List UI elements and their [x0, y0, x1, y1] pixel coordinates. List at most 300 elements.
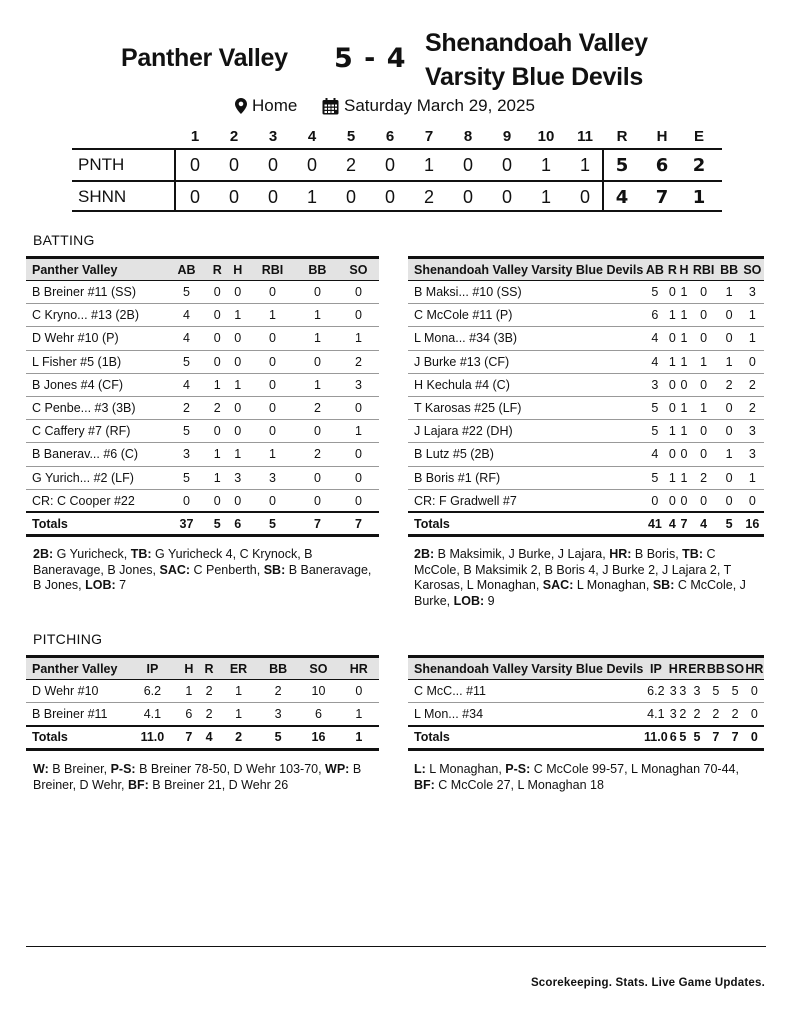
stat-cell: 0	[338, 281, 379, 304]
stat-column-header: H	[228, 258, 249, 281]
inning-runs: 0	[306, 155, 317, 175]
stat-cell: 0	[741, 350, 764, 373]
stat-cell: 6.2	[643, 680, 668, 703]
table-row	[408, 466, 764, 489]
stat-cell: 5	[643, 281, 666, 304]
stat-cell: 2	[688, 703, 707, 726]
player-name: C Caffery #7 (RF)	[26, 420, 166, 443]
total-cell: 5	[678, 726, 688, 749]
stat-cell: 0	[667, 443, 679, 466]
column-divider	[174, 182, 176, 212]
stat-cell: 0	[297, 350, 338, 373]
stat-cell: 2	[725, 703, 744, 726]
total-cell: 11.0	[643, 726, 668, 749]
table-row	[26, 304, 379, 327]
stat-cell: 6	[643, 304, 666, 327]
stat-column-header: HR	[339, 657, 379, 680]
stat-cell: 1	[717, 281, 740, 304]
stat-cell: 3	[668, 680, 678, 703]
stat-cell: 4.1	[643, 703, 668, 726]
stat-cell: 0	[228, 420, 249, 443]
total-cell: 7	[179, 726, 199, 749]
player-name: L Mona... #34 (3B)	[408, 327, 643, 350]
away-pitching-notes	[33, 762, 378, 793]
note-text: B Maksimik, J Burke, J Lajara,	[434, 547, 610, 561]
player-name: CR: C Cooper #22	[26, 489, 166, 512]
away-batting-notes	[33, 547, 373, 594]
stat-cell: 1	[667, 466, 679, 489]
inning-header: 11	[577, 128, 593, 145]
stat-cell: 1	[248, 443, 297, 466]
pitching-section-title: PITCHING	[33, 631, 103, 647]
inning-header: 10	[537, 128, 555, 145]
stat-cell: 0	[338, 396, 379, 419]
stat-column-header: H	[678, 258, 690, 281]
stat-cell: 10	[298, 680, 338, 703]
stat-cell: 0	[745, 680, 764, 703]
stat-column-header: RBI	[248, 258, 297, 281]
stat-cell: 0	[207, 489, 228, 512]
stat-cell: 0	[643, 489, 666, 512]
line-score-total: 4	[615, 187, 629, 208]
line-score-row	[72, 148, 722, 180]
stat-cell: 4	[643, 443, 666, 466]
note-label: LOB:	[453, 593, 485, 608]
totals-label: Totals	[408, 726, 643, 749]
stat-cell: 1	[228, 443, 249, 466]
inning-runs: 1	[540, 187, 551, 207]
total-cell: 37	[166, 512, 207, 535]
table-row	[408, 420, 764, 443]
stat-cell: 0	[228, 396, 249, 419]
stat-column-header: BB	[297, 258, 338, 281]
stat-cell: 1	[297, 373, 338, 396]
table-row	[408, 680, 764, 703]
home-team-name-line2: Varsity Blue Devils	[425, 63, 644, 91]
player-name: B Breiner #11	[26, 703, 126, 726]
stat-column-header: SO	[298, 657, 338, 680]
note-label: P-S:	[110, 762, 136, 776]
stat-cell: 1	[678, 327, 690, 350]
total-cell: 6	[228, 512, 249, 535]
player-name: D Wehr #10	[26, 680, 126, 703]
inning-runs: 0	[345, 187, 356, 207]
stat-cell: 5	[166, 420, 207, 443]
table-row	[26, 466, 379, 489]
player-name: C McCole #11 (P)	[408, 304, 643, 327]
total-cell: 7	[338, 512, 379, 535]
stat-cell: 2	[706, 703, 725, 726]
stat-cell: 0	[338, 466, 379, 489]
inning-header: 4	[307, 128, 317, 145]
stat-column-header: HR	[745, 657, 764, 680]
stat-cell: 0	[297, 466, 338, 489]
stat-cell: 4	[166, 373, 207, 396]
player-name: B Breiner #11 (SS)	[26, 281, 166, 304]
stat-cell: 0	[717, 489, 740, 512]
note-text: L Monaghan,	[425, 762, 506, 776]
team-column-header: Shenandoah Valley Varsity Blue Devils	[408, 258, 643, 281]
inning-runs: 0	[189, 187, 200, 207]
column-divider	[602, 150, 604, 180]
total-cell: 16	[298, 726, 338, 749]
stat-cell: 5	[643, 466, 666, 489]
line-score-team: PNTH	[78, 155, 125, 174]
stat-cell: 6	[179, 703, 199, 726]
total-cell: 1	[339, 726, 379, 749]
stat-cell: 0	[228, 281, 249, 304]
stat-cell: 0	[717, 466, 740, 489]
note-label: 2B:	[33, 547, 54, 561]
stat-cell: 2	[338, 350, 379, 373]
player-name: L Mon... #34	[408, 703, 643, 726]
player-name: B Lutz #5 (2B)	[408, 443, 643, 466]
stat-cell: 1	[207, 443, 228, 466]
table-row	[26, 350, 379, 373]
stat-cell: 0	[717, 420, 740, 443]
note-label: SB:	[652, 578, 675, 592]
inning-runs: 0	[384, 155, 395, 175]
table-row	[26, 443, 379, 466]
home-batting-table	[408, 256, 764, 537]
stat-cell: 3	[741, 443, 764, 466]
line-score-row	[72, 180, 722, 212]
note-text: 7	[115, 578, 127, 592]
player-name: B Boris #1 (RF)	[408, 466, 643, 489]
player-name: J Burke #13 (CF)	[408, 350, 643, 373]
date-label: Saturday March 29, 2025	[344, 96, 535, 115]
team-column-header: Panther Valley	[26, 258, 166, 281]
stat-cell: 0	[717, 304, 740, 327]
stat-cell: 0	[717, 327, 740, 350]
total-cell: 4	[690, 512, 718, 535]
line-score-total: 6	[655, 155, 669, 176]
line-score-team: SHNN	[78, 187, 127, 206]
stat-cell: 6.2	[126, 680, 179, 703]
table-row	[408, 703, 764, 726]
player-name: B Banerav... #6 (C)	[26, 443, 166, 466]
inning-runs: 0	[267, 187, 278, 207]
stat-column-header: ER	[688, 657, 707, 680]
stat-column-header: BB	[258, 657, 298, 680]
stat-cell: 0	[228, 327, 249, 350]
table-row	[26, 327, 379, 350]
stat-cell: 0	[248, 420, 297, 443]
stat-cell: 0	[667, 396, 679, 419]
player-name: D Wehr #10 (P)	[26, 327, 166, 350]
total-cell: 7	[297, 512, 338, 535]
stat-cell: 0	[690, 373, 718, 396]
team-column-header: Panther Valley	[26, 657, 126, 680]
total-cell: 5	[717, 512, 740, 535]
player-name: H Kechula #4 (C)	[408, 373, 643, 396]
stat-column-header: R	[199, 657, 219, 680]
player-name: C Kryno... #13 (2B)	[26, 304, 166, 327]
table-row	[408, 350, 764, 373]
player-name: B Jones #4 (CF)	[26, 373, 166, 396]
inning-header: 3	[268, 128, 278, 145]
home-pitching-notes	[414, 762, 759, 793]
stat-cell: 2	[199, 680, 219, 703]
stat-column-header: BB	[706, 657, 725, 680]
note-label: LOB:	[85, 578, 116, 592]
stat-cell: 1	[228, 373, 249, 396]
inning-runs: 1	[540, 155, 551, 175]
stat-cell: 1	[678, 396, 690, 419]
note-text: B Breiner 78-50, D Wehr 103-70,	[135, 762, 326, 776]
table-row	[408, 489, 764, 512]
stat-cell: 3	[228, 466, 249, 489]
table-row	[26, 489, 379, 512]
stat-cell: 0	[717, 396, 740, 419]
stat-cell: 1	[678, 304, 690, 327]
stat-cell: 6	[298, 703, 338, 726]
table-row	[26, 373, 379, 396]
stat-cell: 1	[690, 350, 718, 373]
table-row	[26, 703, 379, 726]
totals-label: Totals	[408, 512, 643, 535]
stat-cell: 0	[248, 327, 297, 350]
inning-runs: 0	[501, 187, 512, 207]
inning-runs: 1	[423, 155, 434, 175]
total-cell: 5	[258, 726, 298, 749]
stat-cell: 1	[667, 350, 679, 373]
stat-cell: 1	[667, 420, 679, 443]
note-text: L Monaghan,	[573, 578, 653, 592]
totals-header: E	[693, 128, 704, 145]
stat-column-header: BB	[717, 258, 740, 281]
total-cell: 6	[668, 726, 678, 749]
note-label: P-S:	[505, 762, 531, 776]
note-label: TB:	[130, 547, 152, 561]
note-label: BF:	[414, 777, 435, 792]
totals-row	[408, 726, 764, 749]
stat-column-header: ER	[219, 657, 258, 680]
note-label: HR:	[609, 547, 632, 561]
stat-cell: 3	[678, 680, 688, 703]
stat-column-header: H	[668, 657, 678, 680]
stat-cell: 0	[338, 443, 379, 466]
stat-cell: 3	[258, 703, 298, 726]
stat-cell: 1	[179, 680, 199, 703]
stat-column-header: R	[207, 258, 228, 281]
inning-header: 9	[502, 128, 512, 145]
table-row	[408, 304, 764, 327]
totals-header: H	[656, 128, 668, 145]
stat-cell: 2	[741, 396, 764, 419]
footer-divider	[26, 946, 766, 947]
stat-cell: 0	[678, 443, 690, 466]
stat-cell: 0	[248, 396, 297, 419]
totals-label: Totals	[26, 512, 166, 535]
stat-cell: 4	[643, 327, 666, 350]
note-text: B Breiner 21, D Wehr 26	[148, 777, 289, 792]
stat-cell: 0	[741, 489, 764, 512]
stat-cell: 3	[688, 680, 707, 703]
away-pitching-table	[26, 655, 379, 751]
stat-cell: 0	[690, 420, 718, 443]
stat-cell: 1	[339, 703, 379, 726]
stat-cell: 1	[207, 466, 228, 489]
inning-runs: 2	[345, 155, 356, 175]
stat-cell: 0	[667, 327, 679, 350]
note-label: L:	[414, 762, 426, 776]
stat-cell: 0	[248, 281, 297, 304]
stat-cell: 3	[643, 373, 666, 396]
stat-cell: 0	[248, 489, 297, 512]
stat-cell: 1	[741, 327, 764, 350]
note-label: BF:	[127, 777, 149, 792]
inning-header: 7	[424, 128, 434, 145]
stat-cell: 5	[166, 466, 207, 489]
table-row	[408, 327, 764, 350]
stat-cell: 0	[339, 680, 379, 703]
stat-cell: 5	[643, 396, 666, 419]
home-team-name	[425, 26, 648, 94]
note-text: B Boris,	[631, 547, 683, 561]
home-pitching-table	[408, 655, 764, 751]
note-text: B Baneravage, B Jones,	[33, 562, 372, 592]
inning-header: 1	[190, 128, 200, 145]
inning-runs: 0	[228, 155, 239, 175]
inning-runs: 0	[579, 187, 590, 207]
stat-cell: 0	[207, 350, 228, 373]
stat-cell: 1	[219, 680, 258, 703]
table-row	[26, 396, 379, 419]
stat-cell: 3	[741, 281, 764, 304]
note-text: C Penberth,	[190, 562, 264, 577]
line-score	[72, 128, 722, 212]
player-name: C McC... #11	[408, 680, 643, 703]
note-text: G Yuricheck 4, C Krynock, B Baneravage, B Jones,	[33, 547, 313, 577]
stat-cell: 0	[207, 327, 228, 350]
location-label: Home	[252, 96, 298, 115]
note-label: W:	[33, 762, 49, 776]
stat-cell: 1	[741, 466, 764, 489]
inning-header: 8	[463, 128, 473, 145]
table-row	[26, 281, 379, 304]
home-batting-notes	[414, 547, 764, 609]
stat-column-header: H	[179, 657, 199, 680]
totals-row	[408, 512, 764, 535]
player-name: C Penbe... #3 (3B)	[26, 396, 166, 419]
total-cell: 5	[248, 512, 297, 535]
column-divider	[602, 182, 604, 212]
totals-row	[26, 512, 379, 535]
player-name: CR: F Gradwell #7	[408, 489, 643, 512]
stat-cell: 0	[297, 281, 338, 304]
inning-runs: 0	[501, 155, 512, 175]
stat-cell: 0	[248, 373, 297, 396]
total-cell: 7	[725, 726, 744, 749]
line-score-total: 2	[692, 155, 706, 176]
stat-cell: 0	[297, 420, 338, 443]
stat-cell: 1	[717, 443, 740, 466]
stat-column-header: SO	[741, 258, 764, 281]
line-score-total: 5	[615, 155, 629, 176]
stat-cell: 3	[741, 420, 764, 443]
totals-header: R	[616, 128, 628, 145]
stat-cell: 2	[166, 396, 207, 419]
inning-header: 6	[385, 128, 395, 145]
total-cell: 4	[199, 726, 219, 749]
team-column-header: Shenandoah Valley Varsity Blue Devils	[408, 657, 643, 680]
stat-cell: 0	[207, 420, 228, 443]
stat-column-header: SO	[725, 657, 744, 680]
stat-cell: 2	[297, 396, 338, 419]
stat-cell: 0	[207, 281, 228, 304]
player-name: L Fisher #5 (1B)	[26, 350, 166, 373]
stat-cell: 2	[199, 703, 219, 726]
stat-cell: 0	[678, 489, 690, 512]
stat-cell: 0	[228, 350, 249, 373]
note-text: G Yuricheck,	[53, 547, 131, 561]
note-text: C McCole, B Maksimik 2, B Boris 4, J Burke 2, J Lajara 2, T Karosas, L Monaghan,	[414, 547, 732, 592]
inning-runs: 0	[189, 155, 200, 175]
note-text: B Breiner,	[48, 762, 111, 776]
player-name: B Maksi... #10 (SS)	[408, 281, 643, 304]
stat-cell: 0	[690, 304, 718, 327]
footer-tagline: Scorekeeping. Stats. Live Game Updates.	[530, 977, 765, 989]
inning-header: 2	[229, 128, 239, 145]
map-pin-icon	[235, 98, 247, 114]
total-cell: 0	[745, 726, 764, 749]
stat-column-header: R	[678, 657, 688, 680]
note-label: TB:	[682, 547, 703, 561]
stat-cell: 2	[690, 466, 718, 489]
line-score-header	[72, 128, 722, 148]
stat-cell: 0	[690, 281, 718, 304]
note-label: SAC:	[159, 562, 191, 577]
line-score-total: 1	[692, 187, 706, 208]
stat-cell: 0	[297, 489, 338, 512]
stat-cell: 5	[725, 680, 744, 703]
stat-cell: 5	[643, 420, 666, 443]
stat-cell: 0	[690, 327, 718, 350]
total-cell: 16	[741, 512, 764, 535]
table-row	[408, 373, 764, 396]
stat-cell: 1	[228, 304, 249, 327]
stat-cell: 0	[228, 489, 249, 512]
stat-cell: 0	[690, 443, 718, 466]
stat-cell: 5	[706, 680, 725, 703]
stat-cell: 1	[678, 281, 690, 304]
note-label: SAC:	[542, 578, 574, 592]
total-cell: 5	[688, 726, 707, 749]
stat-cell: 1	[219, 703, 258, 726]
note-text: 9	[484, 593, 495, 608]
totals-label: Totals	[26, 726, 126, 749]
note-label: SB:	[263, 562, 286, 577]
column-divider	[174, 150, 176, 180]
inning-runs: 0	[384, 187, 395, 207]
stat-cell: 1	[690, 396, 718, 419]
stat-cell: 1	[741, 304, 764, 327]
batting-section-title: BATTING	[33, 232, 95, 248]
stat-cell: 3	[166, 443, 207, 466]
stat-cell: 4	[166, 304, 207, 327]
stat-cell: 1	[297, 327, 338, 350]
total-cell: 4	[667, 512, 679, 535]
stat-cell: 0	[667, 281, 679, 304]
table-row	[408, 396, 764, 419]
total-cell: 2	[219, 726, 258, 749]
table-row	[26, 680, 379, 703]
inning-runs: 0	[267, 155, 278, 175]
inning-runs: 0	[228, 187, 239, 207]
player-name: G Yurich... #2 (LF)	[26, 466, 166, 489]
stat-cell: 2	[297, 443, 338, 466]
